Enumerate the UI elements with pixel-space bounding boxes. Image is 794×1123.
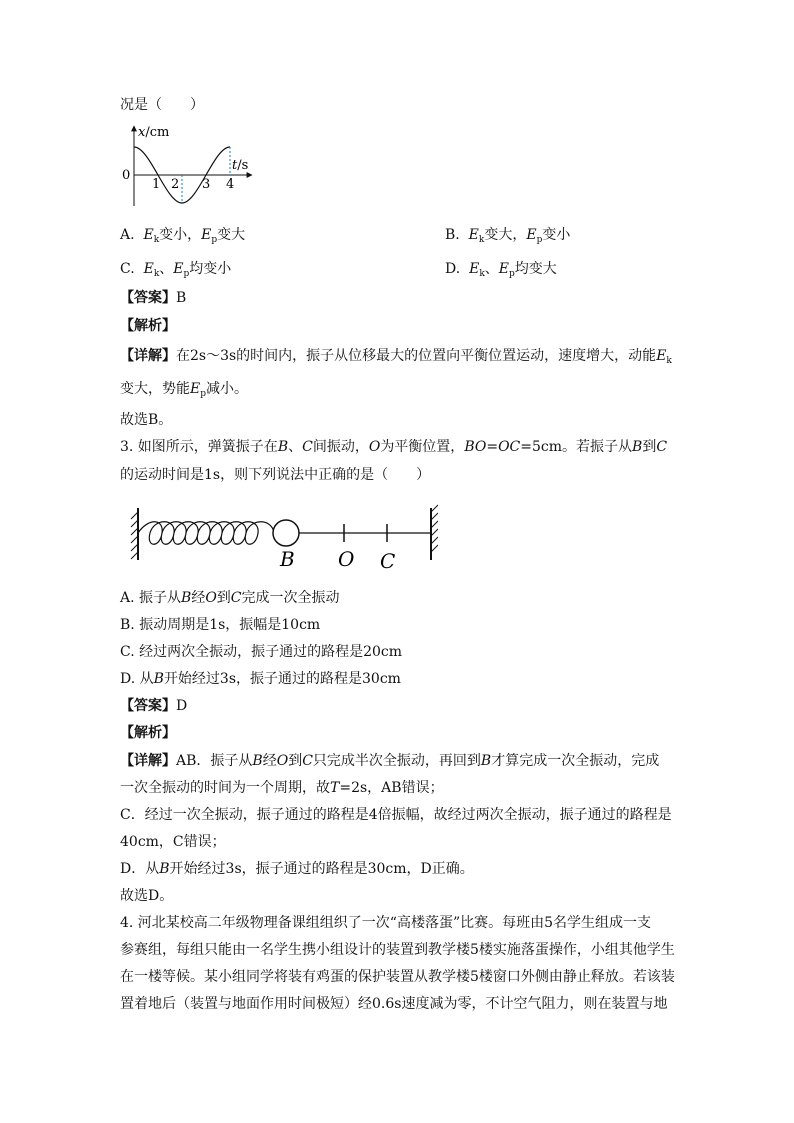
q2-detail-line-2: 变大，势能$E_p$减小。 xyxy=(120,381,248,399)
q3-detail-line-2: 一次全振动的时间为一个周期，故T=2s，AB错误； xyxy=(120,780,444,796)
q2-origin-label: 0 xyxy=(122,168,131,183)
q2-option-c: C. $E_k$、$E_p$均变小 xyxy=(120,261,232,279)
q3-analysis-tag: 【解析】 xyxy=(120,725,176,741)
q2-oscillation-graph xyxy=(118,122,258,212)
q4-line-4: 置着地后（装置与地面作用时间极短）经0.6s速度减为零，不计空气阻力，则在装置与地 xyxy=(120,996,668,1012)
q3-spring-oscillator-figure xyxy=(128,498,448,578)
right-wall xyxy=(431,505,438,560)
q2-option-a: A. $E_k$变小，$E_p$变大 xyxy=(120,227,246,245)
q3-detail-line-4: 40cm，C错误； xyxy=(120,834,226,850)
q3-answer: 【答案】D xyxy=(120,698,188,714)
q3-option-d: D. 从B开始经过3s，振子通过的路程是30cm xyxy=(120,671,401,687)
q2-tick-4: 4 xyxy=(226,177,235,192)
q4-line-1: 4. 河北某校高二年级物理备课组组织了一次“高楼落蛋”比赛。每班由5名学生组成一支 xyxy=(120,915,652,931)
q3-stem-line-2: 的运动时间是1s，则下列说法中正确的是（ ） xyxy=(120,467,431,483)
q3-detail-line-3: C．经过一次全振动，振子通过的路程是4倍振幅，故经过两次全振动，振子通过的路程是 xyxy=(120,807,672,823)
q3-option-a: A. 振子从B经O到C完成一次全振动 xyxy=(120,590,340,606)
label-b: B xyxy=(280,547,295,571)
q3-detail-line-1: 【详解】AB．振子从B经O到C只完成半次全振动，再回到B才算完成一次全振动，完成 xyxy=(120,753,660,769)
q3-option-c: C. 经过两次全振动，振子通过的路程是20cm xyxy=(120,644,403,660)
left-wall xyxy=(131,508,138,560)
oscillator-ball xyxy=(273,520,299,546)
q2-y-label: x/cm xyxy=(138,125,170,140)
q2-analysis-tag: 【解析】 xyxy=(120,318,176,334)
q3-stem-line-1: 3. 如图所示，弹簧振子在B、C间振动，O为平衡位置，BO=OC=5cm。若振子从B到C xyxy=(120,439,668,455)
q2-tick-3: 3 xyxy=(202,177,211,192)
q4-line-3: 在一楼等候。某小组同学将装有鸡蛋的保护装置从教学楼5楼窗口外侧由静止释放。若该装 xyxy=(120,969,675,985)
q2-answer: 【答案】B xyxy=(120,290,187,306)
q2-stem-tail: 况是（ ） xyxy=(120,97,204,113)
q2-tick-1: 1 xyxy=(152,177,161,192)
q2-conclusion: 故选B。 xyxy=(120,412,173,428)
q4-line-2: 参赛组，每组只能由一名学生携小组设计的装置到教学楼5楼实施落蛋操作，小组其他学生 xyxy=(120,942,675,958)
q3-detail-line-5: D．从B开始经过3s，振子通过的路程是30cm，D正确。 xyxy=(120,861,474,877)
q2-option-b: B. $E_k$变大，$E_p$变小 xyxy=(445,227,571,245)
q3-option-b: B. 振动周期是1s，振幅是10cm xyxy=(120,617,321,633)
q2-t-label: t/s xyxy=(232,158,249,173)
q3-conclusion: 故选D。 xyxy=(120,888,174,904)
q2-tick-2: 2 xyxy=(171,177,180,192)
q2-option-d: D. $E_k$、$E_p$均变大 xyxy=(445,261,557,279)
label-o: O xyxy=(338,547,355,571)
q2-detail-line-1: 【详解】在2s～3s的时间内，振子从位移最大的位置向平衡位置运动，速度增大，动能$E_k$ xyxy=(120,348,672,366)
label-c: C xyxy=(380,549,396,573)
spring xyxy=(138,522,274,545)
